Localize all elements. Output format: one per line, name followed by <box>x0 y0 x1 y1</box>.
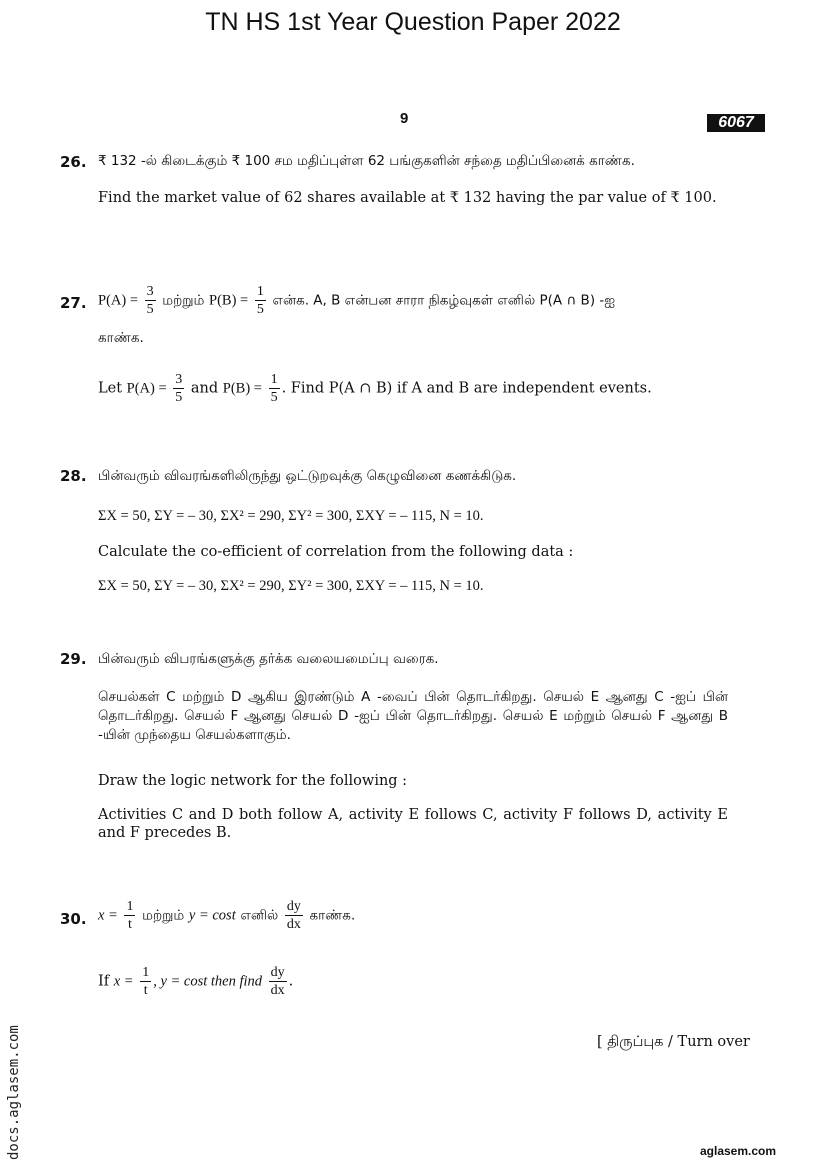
q30-tamil-if: எனில் <box>240 907 279 924</box>
question-number-29: 29. <box>60 650 87 668</box>
q30-derivative: $\frac{dy}{dx}$ <box>286 899 301 932</box>
q30-tamil-find: காண்க. <box>309 907 356 924</box>
q27-tamil-and: மற்றும் <box>162 292 205 309</box>
q27-en-let: Let <box>98 380 123 397</box>
page-number: 9 <box>400 110 409 127</box>
q30-en-derivative: $\frac{dy}{dx}$ <box>270 965 285 998</box>
q27-en-and: and <box>190 380 219 397</box>
q27-tamil-line <box>98 284 738 317</box>
question-number-26: 26. <box>60 153 87 171</box>
pb-fraction: $\frac{1}{5}$ <box>256 284 264 317</box>
q30-en-y: , y = cost then find <box>153 973 263 990</box>
paper-code-badge: 6067 <box>707 114 765 132</box>
q30-tamil-and: மற்றும் <box>142 907 185 924</box>
q28-data-tamil: ΣX = 50, ΣY = – 30, ΣX² = 290, ΣY² = 300, ΣXY = – 115, N = 10. <box>98 508 484 524</box>
pb-lhs: P(B) = <box>209 292 249 309</box>
q27-en-pa-fraction: $\frac{3}{5}$ <box>175 372 183 405</box>
q30-en-if: If <box>98 973 110 990</box>
pa-lhs: P(A) = <box>98 292 138 309</box>
q30-english-line <box>98 965 293 998</box>
q30-en-x-lhs: x = <box>113 973 134 990</box>
q27-en-pb-fraction: $\frac{1}{5}$ <box>270 372 278 405</box>
pa-fraction: $\frac{3}{5}$ <box>146 284 154 317</box>
q30-y-expr: y = cost <box>188 907 236 924</box>
side-watermark: docs.aglasem.com <box>6 1025 22 1160</box>
q29-english-body: Activities C and D both follow A, activity E follows C, activity F follows D, activity E and F precedes B. <box>98 807 728 841</box>
q26-tamil: ₹ 132 -ல் கிடைக்கும் ₹ 100 சம மதிப்புள்ள 62 பங்குகளின் சந்தை மதிப்பினைக் காண்க. <box>98 153 635 169</box>
q26-english: Find the market value of 62 shares available at ₹ 132 having the par value of ₹ 100. <box>98 190 717 206</box>
q29-tamil-title: பின்வரும் விபரங்களுக்கு தர்க்க வலையமைப்பு வரைக. <box>98 651 439 667</box>
question-number-27: 27. <box>60 294 87 312</box>
q30-en-end: . <box>288 973 294 990</box>
q28-english: Calculate the co-efficient of correlation from the following data : <box>98 544 574 560</box>
q28-data-english: ΣX = 50, ΣY = – 30, ΣX² = 290, ΣY² = 300, ΣXY = – 115, N = 10. <box>98 578 484 594</box>
q30-x-fraction: $\frac{1}{t}$ <box>126 899 134 932</box>
q27-tamil-end: காண்க. <box>98 330 144 346</box>
q30-tamil-line <box>98 899 355 932</box>
q27-en-pa-lhs: P(A) = <box>126 380 167 397</box>
q30-x-lhs: x = <box>98 907 118 924</box>
question-number-28: 28. <box>60 467 87 485</box>
footer-source: aglasem.com <box>700 1144 777 1158</box>
page-header-title: TN HS 1st Year Question Paper 2022 <box>205 8 621 36</box>
q27-en-pb-lhs: P(B) = <box>222 380 262 397</box>
q27-tamil-rest: என்க. A, B என்பன சாரா நிகழ்வுகள் எனில் P(A ∩ B) -ஐ <box>272 292 616 309</box>
q27-english-line <box>98 372 652 405</box>
question-number-30: 30. <box>60 910 87 928</box>
q29-tamil-body: செயல்கள் C மற்றும் D ஆகிய இரண்டும் A -வைப் பின் தொடர்கிறது. செயல் E ஆனது C -ஐப் பின் தொடர்கிறது. செயல் F ஆனது செயல் D -ஐப் பின் தொடர்கிறது. செயல் E மற்றும் செயல் F ஆனது B -யின் முந்தைய செயல்களாகும். <box>98 689 728 743</box>
q28-tamil: பின்வரும் விவரங்களிலிருந்து ஒட்டுறவுக்கு கெழுவினை கணக்கிடுக. <box>98 468 517 484</box>
q27-en-rest: . Find P(A ∩ B) if A and B are independent events. <box>281 380 652 397</box>
q30-en-x-fraction: $\frac{1}{t}$ <box>142 965 150 998</box>
q29-english-title: Draw the logic network for the following : <box>98 773 408 789</box>
turn-over-label: [ திருப்புக / Turn over <box>597 1034 750 1050</box>
